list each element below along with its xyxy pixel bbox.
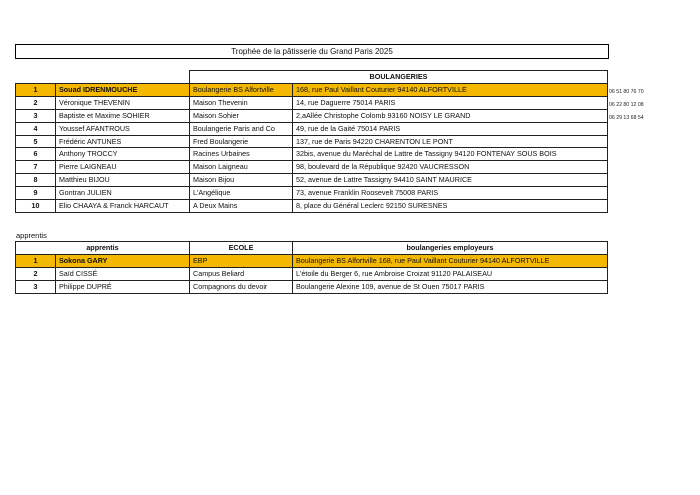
bakery-cell: Boulangerie Paris and Co bbox=[190, 122, 293, 135]
winners-header-row bbox=[16, 71, 608, 84]
winners-table bbox=[15, 70, 608, 213]
employer-cell: L'étoile du Berger 6, rue Ambroise Croizat 91120 PALAISEAU bbox=[293, 267, 608, 280]
table-row bbox=[16, 148, 608, 161]
rank-cell: 2 bbox=[16, 267, 56, 280]
apprentis-section-label: apprentis bbox=[16, 231, 47, 240]
phone-number: 06 51 80 76 70 bbox=[609, 89, 644, 95]
name-cell: Anthony TROCCY bbox=[56, 148, 190, 161]
boulangeries-header: BOULANGERIES bbox=[190, 71, 608, 84]
table-row bbox=[16, 267, 608, 280]
bakery-cell: Fred Boulangerie bbox=[190, 135, 293, 148]
rank-cell: 7 bbox=[16, 161, 56, 174]
rank-cell: 10 bbox=[16, 200, 56, 213]
bakery-cell: A Deux Mains bbox=[190, 200, 293, 213]
name-cell: Baptiste et Maxime SOHIER bbox=[56, 109, 190, 122]
bakery-cell: L'Angélique bbox=[190, 187, 293, 200]
bakery-cell: Racines Urbaines bbox=[190, 148, 293, 161]
address-cell: 32bis, avenue du Maréchal de Lattre de Tassigny 94120 FONTENAY SOUS BOIS bbox=[293, 148, 608, 161]
rank-cell: 8 bbox=[16, 174, 56, 187]
table-row bbox=[16, 135, 608, 148]
rank-cell: 3 bbox=[16, 109, 56, 122]
address-cell: 52, avenue de Lattre Tassigny 94410 SAINT MAURICE bbox=[293, 174, 608, 187]
apprentis-header: apprentis bbox=[16, 242, 190, 255]
rank-cell: 1 bbox=[16, 83, 56, 96]
address-cell: 168, rue Paul Vaillant Couturier 94140 ALFORTVILLE bbox=[293, 83, 608, 96]
name-cell: Souad IDRENMOUCHE bbox=[56, 83, 190, 96]
name-cell: Saïd CISSÉ bbox=[56, 267, 190, 280]
address-cell: 2,aAllée Christophe Colomb 93160 NOISY LE GRAND bbox=[293, 109, 608, 122]
table-row bbox=[16, 254, 608, 267]
name-cell: Pierre LAIGNEAU bbox=[56, 161, 190, 174]
page-title: Trophée de la pâtisserie du Grand Paris 2025 bbox=[15, 44, 609, 59]
address-cell: 14, rue Daguerre 75014 PARIS bbox=[293, 96, 608, 109]
employeurs-header: boulangeries employeurs bbox=[293, 242, 608, 255]
table-row bbox=[16, 109, 608, 122]
school-cell: EBP bbox=[190, 254, 293, 267]
address-cell: 98, boulevard de la République 92420 VAUCRESSON bbox=[293, 161, 608, 174]
table-row bbox=[16, 161, 608, 174]
rank-cell: 2 bbox=[16, 96, 56, 109]
table-row bbox=[16, 174, 608, 187]
bakery-cell: Maison Bijou bbox=[190, 174, 293, 187]
name-cell: Youssef AFANTROUS bbox=[56, 122, 190, 135]
table-row bbox=[16, 83, 608, 96]
employer-cell: Boulangerie Alexine 109, avenue de St Ouen 75017 PARIS bbox=[293, 280, 608, 293]
rank-cell: 6 bbox=[16, 148, 56, 161]
phone-number: 06 22 80 12 08 bbox=[609, 102, 644, 108]
name-cell: Philippe DUPRÉ bbox=[56, 280, 190, 293]
name-cell: Matthieu BIJOU bbox=[56, 174, 190, 187]
bakery-cell: Maison Thevenin bbox=[190, 96, 293, 109]
bakery-cell: Maison Laigneau bbox=[190, 161, 293, 174]
table-row bbox=[16, 122, 608, 135]
rank-cell: 3 bbox=[16, 280, 56, 293]
name-cell: Elio CHAAYA & Franck HARCAUT bbox=[56, 200, 190, 213]
rank-cell: 4 bbox=[16, 122, 56, 135]
rank-cell: 1 bbox=[16, 254, 56, 267]
phone-number: 06 29 13 68 54 bbox=[609, 115, 644, 121]
bakery-cell: Boulangerie BS Alfortville bbox=[190, 83, 293, 96]
table-row bbox=[16, 200, 608, 213]
table-row bbox=[16, 187, 608, 200]
address-cell: 73, avenue Franklin Roosevelt 75008 PARIS bbox=[293, 187, 608, 200]
name-cell: Sokona GARY bbox=[56, 254, 190, 267]
rank-cell: 5 bbox=[16, 135, 56, 148]
bakery-cell: Maison Sohier bbox=[190, 109, 293, 122]
table-row bbox=[16, 96, 608, 109]
school-cell: Campus Beliard bbox=[190, 267, 293, 280]
address-cell: 8, place du Général Leclerc 92150 SURESNES bbox=[293, 200, 608, 213]
address-cell: 49, rue de la Gaité 75014 PARIS bbox=[293, 122, 608, 135]
name-cell: Gontran JULIEN bbox=[56, 187, 190, 200]
rank-cell: 9 bbox=[16, 187, 56, 200]
employer-cell: Boulangerie BS Alfortville 168, rue Paul Vaillant Couturier 94140 ALFORTVILLE bbox=[293, 254, 608, 267]
address-cell: 137, rue de Paris 94220 CHARENTON LE PONT bbox=[293, 135, 608, 148]
school-cell: Compagnons du devoir bbox=[190, 280, 293, 293]
name-cell: Frédéric ANTUNES bbox=[56, 135, 190, 148]
table-row bbox=[16, 280, 608, 293]
name-cell: Véronique THEVENIN bbox=[56, 96, 190, 109]
ecole-header: ECOLE bbox=[190, 242, 293, 255]
apprentis-header-row bbox=[16, 242, 608, 255]
apprentis-table bbox=[15, 241, 608, 294]
